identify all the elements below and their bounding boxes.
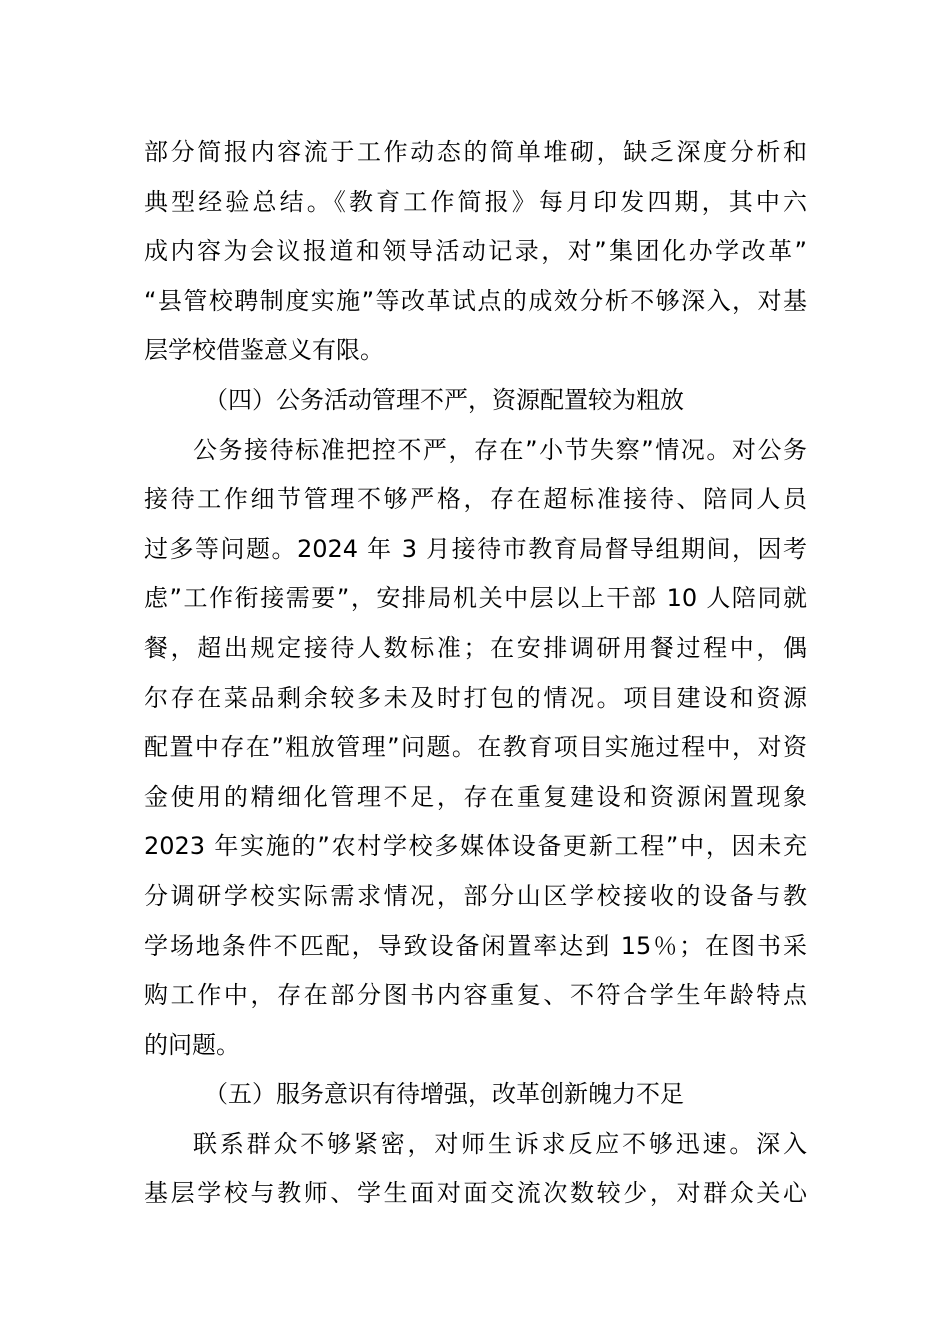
paragraph-line: 成内容为会议报道和领导活动记录，对”集团化办学改革” (144, 237, 807, 266)
paragraph-line: “县管校聘制度实施”等改革试点的成效分析不够深入，对基 (144, 286, 807, 315)
paragraph-line: 学场地条件不匹配，导致设备闲置率达到 15％；在图书采 (144, 931, 807, 960)
paragraph-line: 金使用的精细化管理不足，存在重复建设和资源闲置现象 (144, 782, 807, 811)
paragraph-line: 餐，超出规定接待人数标准；在安排调研用餐过程中，偶 (144, 633, 807, 662)
section-heading: （四）公务活动管理不严，资源配置较为粗放 (204, 385, 684, 414)
paragraph-line: 联系群众不够紧密，对师生诉求反应不够迅速。深入 (193, 1129, 807, 1158)
section-heading: （五）服务意识有待增强，改革创新魄力不足 (204, 1080, 684, 1109)
paragraph-line: 购工作中，存在部分图书内容重复、不符合学生年龄特点 (144, 981, 807, 1010)
paragraph-line: 2023 年实施的”农村学校多媒体设备更新工程”中，因未充 (144, 832, 807, 861)
paragraph-line: 分调研学校实际需求情况，部分山区学校接收的设备与教 (144, 881, 807, 910)
paragraph-line: 虑”工作衔接需要”，安排局机关中层以上干部 10 人陪同就 (144, 584, 807, 613)
paragraph-line: 公务接待标准把控不严，存在”小节失察”情况。对公务 (193, 435, 807, 464)
paragraph-line: 接待工作细节管理不够严格，存在超标准接待、陪同人员 (144, 485, 807, 514)
paragraph-line: 过多等问题。2024 年 3 月接待市教育局督导组期间，因考 (144, 534, 807, 563)
paragraph-line: 层学校借鉴意义有限。 (144, 336, 384, 365)
paragraph-line: 尔存在菜品剩余较多未及时打包的情况。项目建设和资源 (144, 683, 807, 712)
paragraph-line: 的问题。 (144, 1030, 240, 1059)
paragraph-line: 部分简报内容流于工作动态的简单堆砌，缺乏深度分析和 (144, 138, 807, 166)
paragraph-line: 典型经验总结。《教育工作简报》每月印发四期，其中六 (144, 187, 807, 216)
paragraph-line: 基层学校与教师、学生面对面交流次数较少，对群众关心 (144, 1179, 807, 1208)
paragraph-line: 配置中存在”粗放管理”问题。在教育项目实施过程中，对资 (144, 733, 807, 762)
document-body (144, 128, 807, 1219)
